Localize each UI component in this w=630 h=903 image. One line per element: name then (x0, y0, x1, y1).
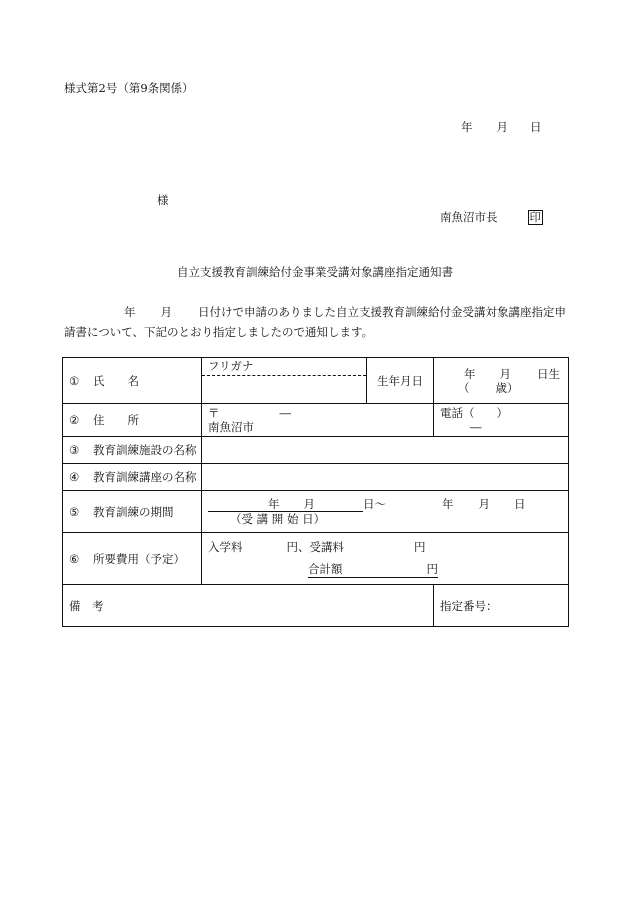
remarks-cell[interactable] (63, 585, 434, 627)
name-label: ① 氏 名 (63, 358, 202, 404)
designation-number-cell[interactable] (434, 585, 569, 627)
course-cell[interactable] (202, 464, 569, 491)
address-label: ② 住 所 (63, 404, 202, 437)
total-amount: 合計額 円 (308, 562, 438, 576)
period-label: ⑤ 教育訓練の期間 (63, 491, 202, 533)
start-date: 年 月 (208, 497, 363, 512)
row-remarks (63, 585, 569, 627)
furigana-line: フリガナ (202, 358, 366, 376)
birthdate-line: 年 月 日生 (464, 366, 560, 381)
birthdate-cell[interactable] (434, 358, 569, 404)
period-line: 年 月 日〜 年 月 日 (208, 497, 568, 512)
addressee-honorific: 様 (157, 193, 169, 207)
issuer-line (440, 210, 543, 225)
form-number: 様式第2号（第9条関係） (64, 81, 194, 95)
birthdate-label: 生年月日 (367, 358, 434, 404)
phone-line: 電話（ ） (440, 406, 508, 420)
city-name: 南魚沼市 (208, 420, 254, 434)
postal-line: 〒 ― (208, 406, 291, 420)
address-cell[interactable] (202, 404, 434, 437)
cost-fees-line: 入学料 円、受講料 円 (208, 540, 426, 554)
row-period (63, 491, 569, 533)
cost-label: ⑥ 所要費用（予定） (63, 533, 202, 585)
issue-date-year: 年 (461, 120, 473, 134)
course-label: ④ 教育訓練講座の名称 (63, 464, 202, 491)
issue-date (461, 120, 542, 134)
phone-cell[interactable] (434, 404, 569, 437)
remarks-label: 備 考 (69, 598, 104, 613)
cost-cell[interactable] (202, 533, 569, 585)
intro-paragraph (64, 302, 574, 342)
designation-number-label: 指定番号： (440, 598, 498, 613)
intro-month: 月 (160, 305, 172, 319)
age-line: （ 歳） (458, 380, 519, 395)
row-name (63, 358, 569, 404)
phone-dash: ― (470, 420, 482, 434)
start-date-note: （受 講 開 始 日） (230, 512, 326, 526)
form-table (62, 357, 569, 627)
name-cell[interactable] (202, 358, 367, 404)
row-facility (63, 437, 569, 464)
period-cell[interactable] (202, 491, 569, 533)
end-date: 年 月 日 (442, 497, 526, 511)
facility-cell[interactable] (202, 437, 569, 464)
row-course (63, 464, 569, 491)
seal-stamp: 印 (529, 210, 541, 224)
cost-total-line (208, 561, 568, 578)
facility-label: ③ 教育訓練施設の名称 (63, 437, 202, 464)
intro-text: 日付けで申請のありました自立支援教育訓練給付金受講対象講座指定申請書について、下記のとおり指定しましたので通知します。 (64, 305, 566, 339)
row-address (63, 404, 569, 437)
issue-date-month: 月 (496, 120, 508, 134)
row-cost (63, 533, 569, 585)
issuer-name: 南魚沼市長 (440, 210, 498, 224)
intro-year: 年 (124, 305, 136, 319)
document-title: 自立支援教育訓練給付金事業受講対象講座指定通知書 (177, 265, 453, 279)
issue-date-day: 日 (530, 120, 542, 134)
